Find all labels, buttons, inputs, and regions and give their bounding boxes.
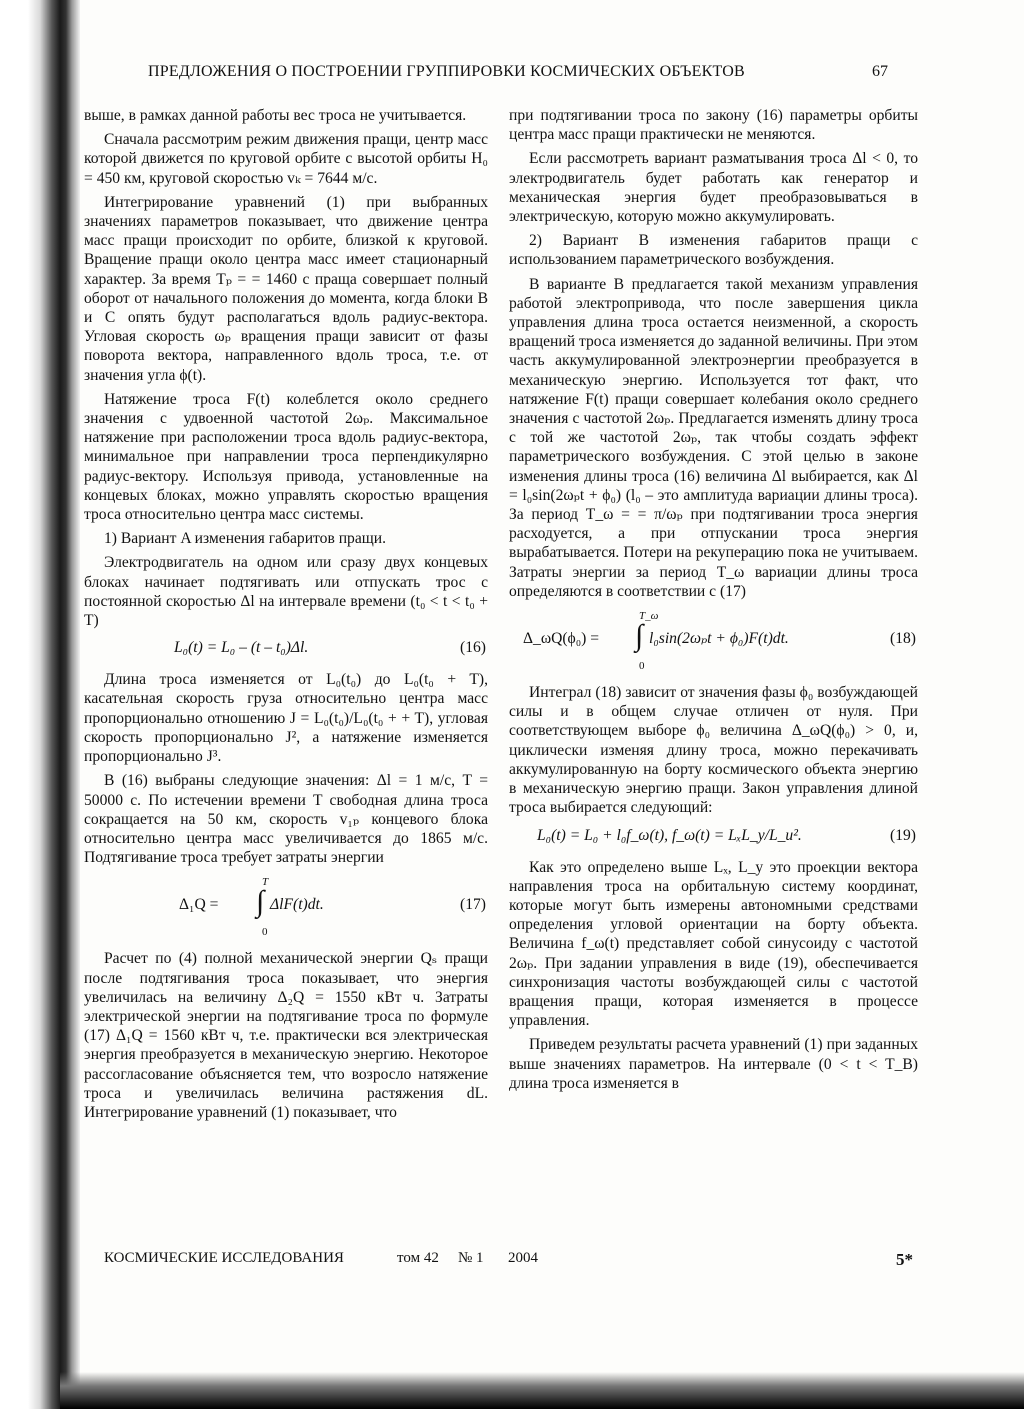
paragraph: 1) Вариант A изменения габаритов пращи. [104,530,387,548]
equation-number: (16) [460,639,486,657]
paragraph: В (16) выбраны следующие значения: Δl = 1 м/с, T = 50000 с. По истечении времени T свободная длина троса сокращается на 50 км, скорость v₁ₚ концевого блока относительно центра масс увеличивается до 1865 м/с. Подтягивание троса требует затраты энергии [84,772,488,867]
scan-bottom-shadow [60,1372,1024,1409]
integral-lower-limit: 0 [639,660,645,673]
paragraph: при подтягивании троса по закону (16) параметры орбиты центра масс пращи практически не меняются. [509,107,918,144]
paragraph: Если рассмотреть вариант разматывания троса Δl < 0, то электродвигатель будет работать как генератор и механическая энергия будет преобразовываться в электрическую, которую можно аккумулировать. [509,150,918,226]
paragraph: Сначала рассмотрим режим движения пращи, центр масс которой движется по круговой орбите с высотой орбиты H₀ = 450 км, круговой скоростью vₖ = 7644 м/с. [84,131,488,187]
equation-expression: L₀(t) = L₀ – (t – t₀)Δl. [174,639,309,657]
paragraph: Натяжение троса F(t) колеблется около среднего значения с удвоенной частотой 2ωₚ. Максимальное натяжение при расположении троса вдоль радиус-вектора, минимальное при направлении троса перпендикулярно радиус-вектору. Используя привода, установленные на концевых блоках, можно управлять скоростью вращения троса относительно центра масс системы. [84,390,488,524]
right-column [509,106,918,1098]
footer-year: 2004 [508,1250,538,1266]
paragraph: Интегрирование уравнений (1) при выбранных значениях параметров показывает, что движение центра масс пращи происходит по орбите, близкой к круговой. Вращение пращи около центра масс имеет стационарный характер. За время Tₚ = = 1460 с праща совершает полный оборот от начального положения до момента, когда блоки B и C опять будут располагаться вдоль радиус-вектора. Угловая скорость ωₚ вращения пращи зависит от фазы поворота вектора, направленного вдоль троса, т.е. от значения угла ϕ(t). [84,193,488,384]
paragraph: Приведем результаты расчета уравнений (1) при заданных выше значениях параметров. На интервале (0 < t < T_B) длина троса изменяется в [509,1036,918,1092]
footer-journal-name: КОСМИЧЕСКИЕ ИССЛЕДОВАНИЯ [104,1250,344,1266]
paragraph: Длина троса изменяется от L₀(t₀) до L₀(t₀ + T), касательная скорость груза относительно центра масс пропорционально отношению J = L₀(t₀)/L₀(t₀ + + T), угловая скорость пропорционально J², а натяжение изменяется пропорционально J³. [84,671,488,766]
equation-17 [84,873,488,941]
equation-lhs: Δ₁Q = [179,896,219,914]
paragraph: 2) Вариант B изменения габаритов пращи с использованием параметрического возбуждения. [509,232,918,269]
equation-number: (17) [460,896,486,914]
footer-signature-mark: 5* [896,1250,913,1269]
integral-upper-limit: T [262,876,269,889]
equation-number: (19) [890,826,916,844]
paragraph: выше, в рамках данной работы вес троса не учитывается. [84,107,467,124]
integral-upper-limit: T_ω [639,610,659,623]
footer-issue: № 1 [458,1250,484,1266]
equation-rhs: ΔlF(t)dt. [270,896,324,914]
equation-19 [509,824,918,850]
integral-sign: ∫ [635,619,644,653]
scan-binding-shadow [0,0,80,1409]
paragraph: В варианте B предлагается такой механизм управления работой электропривода, что после завершения цикла управления длина троса остается неизменной, а скорость вращений троса изменяется до заданной величины. При этом часть аккумулированной электроэнергии преобразуется в механическую энергию. Используется тот факт, что натяжение F(t) пращи совершает колебания около среднего значения с частотой 2ωₚ. Предлагается изменять длину троса с той же частотой 2ωₚ, так чтобы создать эффект параметрического возбуждения. С этой целью в законе изменения длины троса (16) величина Δl выбирается, как Δl = l₀sin(2ωₚt + ϕ₀) (l₀ – это амплитуда вариации длины троса). За период T_ω = = π/ωₚ при подтягивании троса энергия расходуется, а при отпускании троса энергия вырабатывается. Потери на рекуперацию пока не учитываем. Затраты энергии за период T_ω вариации длины троса определяются в соответствии с (17) [509,275,918,600]
equation-18 [509,607,918,675]
running-title: ПРЕДЛОЖЕНИЯ О ПОСТРОЕНИИ ГРУППИРОВКИ КОСМИЧЕСКИХ ОБЪЕКТОВ [148,63,745,80]
left-column [84,106,488,1127]
paragraph: Электродвигатель на одном или сразу двух концевых блоках начинает подтягивать или отпускать трос с постоянной скоростью Δl на интервале времени (t₀ < t < t₀ + T) [84,554,488,630]
paragraph: Расчет по (4) полной механической энергии Qₛ пращи после подтягивания троса показывает, что энергия увеличилась на величину Δ₂Q = 1550 кВт ч. Затраты электрической энергии на подтягивание троса по формуле (17) Δ₁Q = 1560 кВт ч, т.е. практически вся электрическая энергия преобразуется в механическую энергию. Некоторое рассогласование объясняется тем, что возросло натяжение троса и увеличилась величина растяжения dL. Интегрирование уравнений (1) показывает, что [84,950,488,1121]
footer-volume: том 42 [397,1250,439,1266]
integral-lower-limit: 0 [262,926,268,939]
page-number: 67 [872,63,888,80]
equation-16 [84,636,488,662]
equation-expression: L₀(t) = L₀ + l₀f_ω(t), f_ω(t) = LₓL_y/L_u². [537,826,802,844]
paragraph: Как это определено выше Lₓ, L_y это проекции вектора направления троса на орбитальную систему координат, которые могут быть измерены автономными средствами определения угловой ориентации на борту объекта. Величина f_ω(t) представляет собой синусоиду с частотой 2ωₚ. При задании управления в виде (19), обеспечивается синхронизация частоты возбуждающей силы с частотой вращения пращи, которая изменяется в процессе управления. [509,858,918,1030]
equation-lhs: Δ_ωQ(ϕ₀) = [523,630,600,648]
equation-number: (18) [890,630,916,648]
equation-rhs: l₀sin(2ωₚt + ϕ₀)F(t)dt. [649,630,789,648]
integral-sign: ∫ [256,885,265,919]
paragraph: Интеграл (18) зависит от значения фазы ϕ₀ возбуждающей силы и в общем случае отличен от нуля. При соответствующем выборе ϕ₀ величина Δ_ωQ(ϕ₀) > 0, и, циклически изменяя длину троса, можно перекачивать аккумулированную на борту космического объекта энергию в механическую энергию пращи. Закон управления длиной троса выбирается следующий: [509,684,918,817]
